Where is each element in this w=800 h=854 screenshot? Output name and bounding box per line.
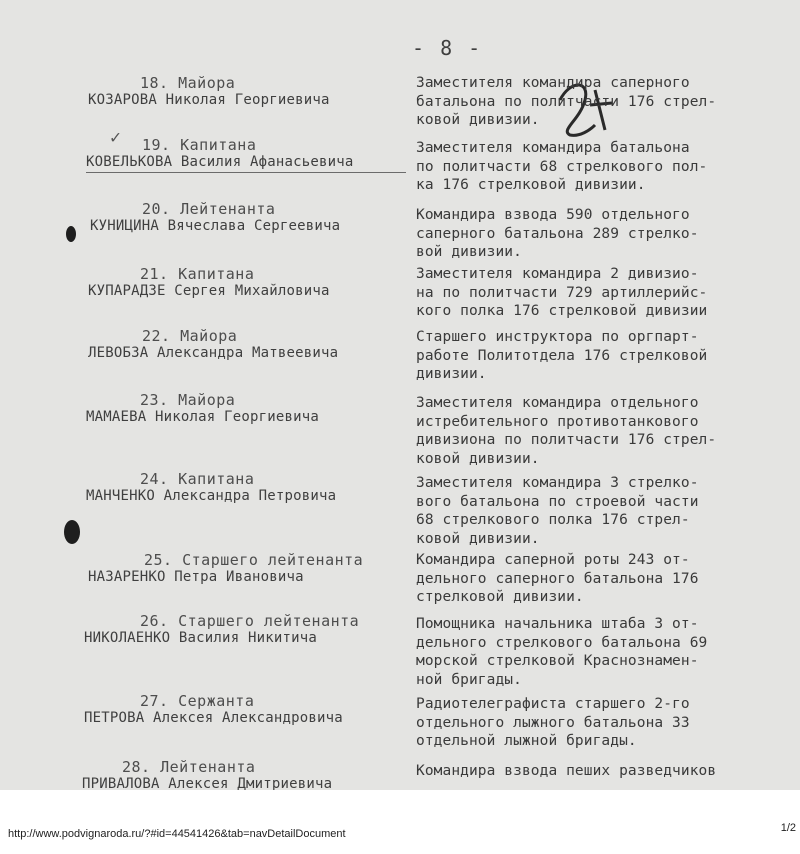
entry-position: Командира взвода пеших разведчиков [416,763,717,779]
entry-position: Помощника начальника штаба 3 от- дельного стрелкового батальона 69 морской стрелковой Краснознамен- ной бригады. [416,616,708,688]
entry-position: Заместителя командира батальона по политчасти 68 стрелкового пол- ка 176 стрелковой дивизии. [416,140,708,193]
entry-position: Старшего инструктора по оргпарт- работе Политотдела 176 стрелковой дивизии. [416,329,708,382]
entry-number-rank: 26. Старшего лейтенанта [140,612,360,630]
entry-name: МАМАЕВА Николая Георгиевича [86,409,319,425]
entry-number-rank: 25. Старшего лейтенанта [144,551,364,569]
entry-number-rank: 20. Лейтенанта [142,200,276,218]
footer-page-count: 1/2 [780,822,796,834]
entry-name: МАНЧЕНКО Александра Петровича [86,488,337,504]
entry-position: Заместителя командира 3 стрелко- вого батальона по строевой части 68 стрелкового полка 176 стрел- ковой дивизии. [416,475,699,547]
footer-url: http://www.podvignaroda.ru/?#id=44541426&tab=navDetailDocument [8,828,346,840]
entry-name: ЛЕВОБЗА Александра Матвеевича [88,345,339,361]
entry-number-rank: 27. Сержанта [140,692,255,710]
ink-blot-1 [66,226,76,242]
entry-position: Командира саперной роты 243 от- дельного саперного батальона 176 стрелковой дивизии. [416,552,699,605]
ink-blot-2 [64,520,80,544]
entry-position: Радиотелеграфиста старшего 2-го отдельного лыжного батальона 33 отдельной лыжной бригады. [416,696,690,749]
entry-name: КОВЕЛЬКОВА Василия Афанасьевича [86,154,354,170]
entry-name: ПРИВАЛОВА Алексея Дмитриевича [82,776,333,790]
entry-name: КУНИЦИНА Вячеслава Сергеевича [90,218,341,234]
entry-number-rank: 21. Капитана [140,265,255,283]
entry-position: Заместителя командира саперного батальона по политчасти 176 стрел- ковой дивизии. [416,75,717,128]
page-number: - 8 - [412,36,483,60]
entry-name: ПЕТРОВА Алексея Александровича [84,710,343,726]
check-mark-icon: ✓ [110,127,121,148]
entry-number-rank: 22. Майора [142,327,238,345]
entry-name: КУПАРАДЗЕ Сергея Михайловича [88,283,330,299]
entry-position: Командира взвода 590 отдельного саперного батальона 289 стрелко- вой дивизии. [416,207,699,260]
entry-number-rank: 28. Лейтенанта [122,758,256,776]
underline [86,172,406,173]
entry-name: НИКОЛАЕНКО Василия Никитича [84,630,317,646]
entry-name: НАЗАРЕНКО Петра Ивановича [88,569,304,585]
entry-position: Заместителя командира отдельного истребительного противотанкового дивизиона по политчасти 176 стрел- ковой дивизии. [416,395,717,467]
entry-position: Заместителя командира 2 дивизио- на по политчасти 729 артиллерийс- кого полка 176 стрелковой дивизии [416,266,708,319]
entry-number-rank: 18. Майора [140,74,236,92]
entry-number-rank: 24. Капитана [140,470,255,488]
entry-number-rank: 23. Майора [140,391,236,409]
entry-number-rank: 19. Капитана [142,136,257,154]
entry-name: КОЗАРОВА Николая Георгиевича [88,92,330,108]
